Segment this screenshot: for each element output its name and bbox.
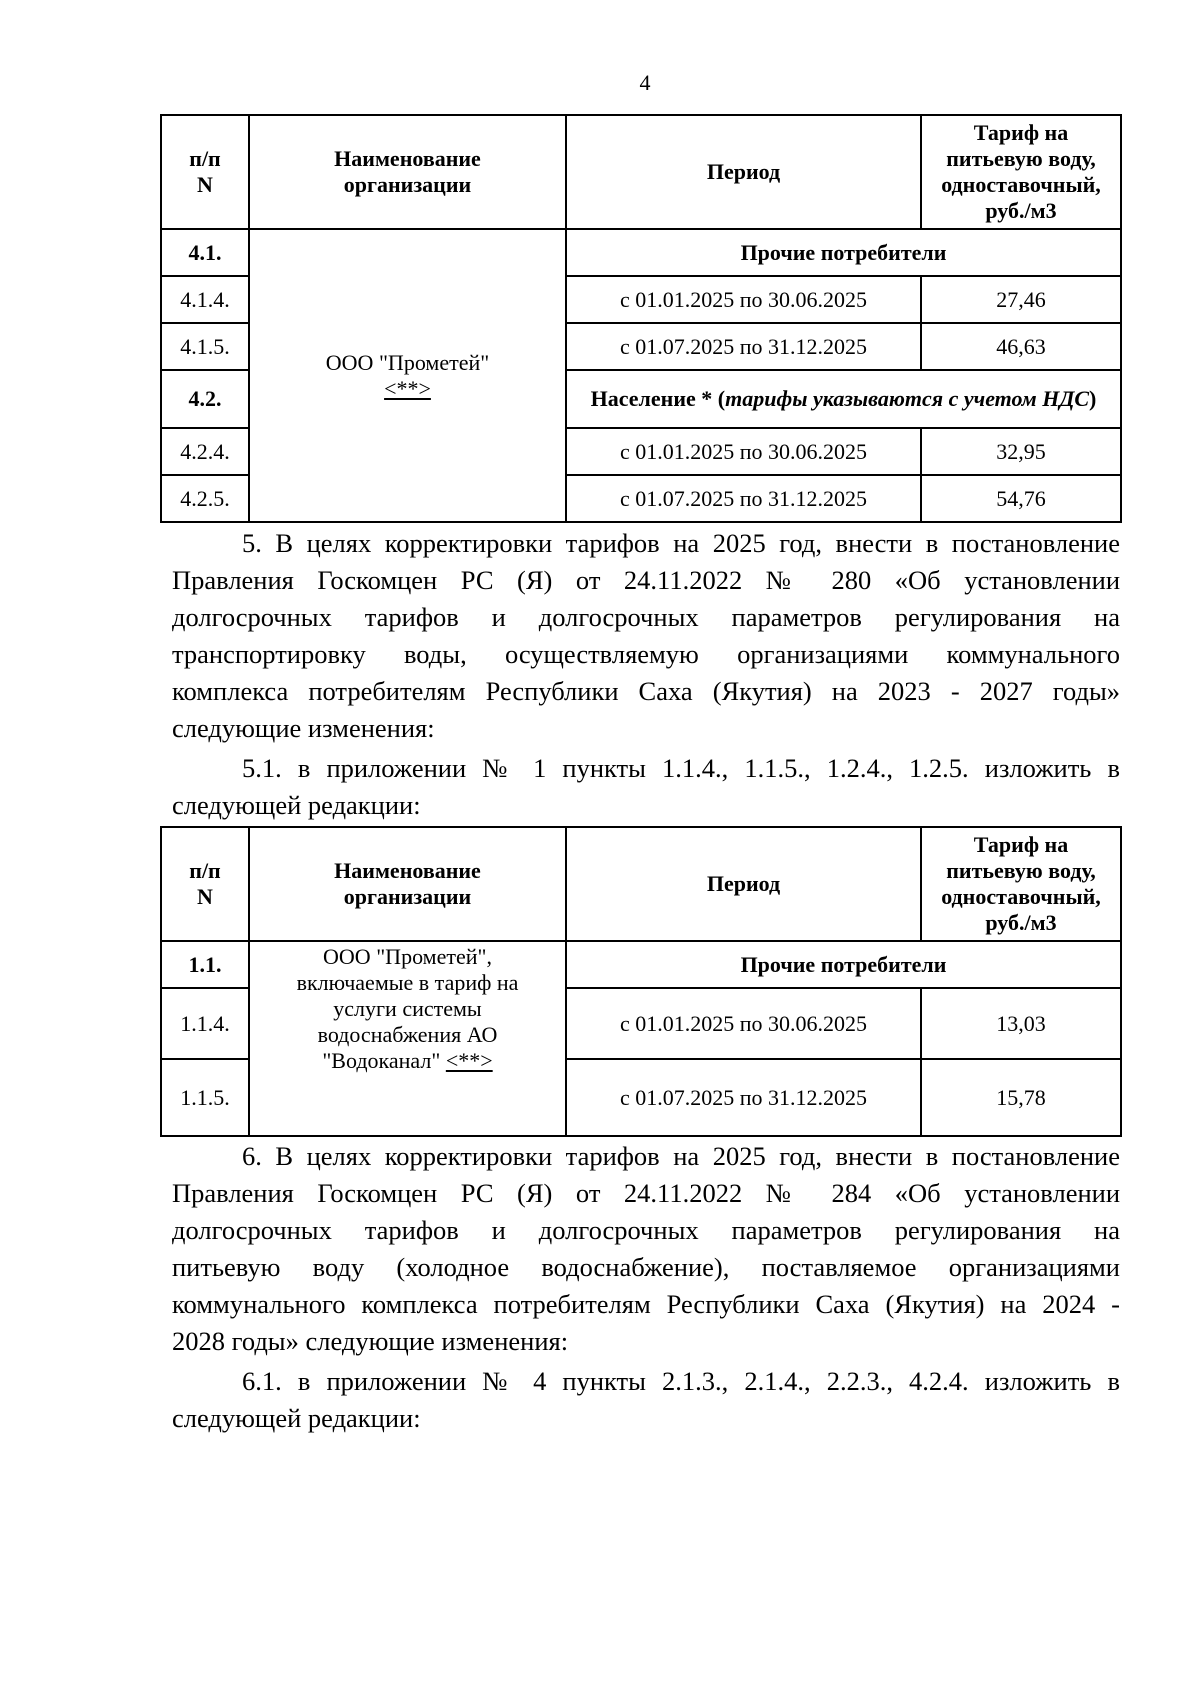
- section-label: Прочие потребители: [566, 941, 1121, 988]
- header-tariff: Тариф на питьевую воду, одноставочный, руб./м3: [921, 827, 1121, 941]
- header-period: Период: [566, 827, 921, 941]
- paragraph-5-1: [172, 750, 1120, 824]
- paragraph-line: 6. В целях корректировки тарифов на 2025 год, внести в постановление: [242, 1141, 1120, 1171]
- row-value: 15,78: [921, 1059, 1121, 1136]
- org-name: ООО "Прометей", включаемые в тариф на услуги системы водоснабжения АО "Водоканал": [296, 944, 519, 1073]
- table-header-row: [161, 115, 1121, 229]
- section-num: 1.1.: [161, 941, 249, 988]
- section-label-start: Население * (: [590, 386, 726, 411]
- row-value: 27,46: [921, 276, 1121, 323]
- paragraph-line: комплекса потребителям Республики Саха (Якутия) на 2023 - 2027 годы»: [172, 676, 1120, 706]
- row-num: 4.1.4.: [161, 276, 249, 323]
- header-period: Период: [566, 115, 921, 229]
- section-label-italic: тарифы указываются с учетом НДС: [725, 386, 1090, 411]
- section-label-end: ): [1089, 386, 1097, 411]
- header-org: Наименование организации: [249, 115, 566, 229]
- header-org: Наименование организации: [249, 827, 566, 941]
- paragraph-6: [172, 1138, 1120, 1360]
- row-num: 4.2.5.: [161, 475, 249, 522]
- paragraph-line: долгосрочных тарифов и долгосрочных параметров регулирования на: [172, 1215, 1120, 1245]
- row-value: 46,63: [921, 323, 1121, 370]
- row-num: 1.1.4.: [161, 988, 249, 1059]
- paragraph-line: питьевую воду (холодное водоснабжение), поставляемое организациями: [172, 1252, 1120, 1282]
- paragraph-line: Правления Госкомцен РС (Я) от 24.11.2022 № 284 «Об установлении: [172, 1178, 1120, 1208]
- tariff-table-1: [160, 114, 1122, 523]
- row-value: 32,95: [921, 428, 1121, 475]
- paragraph-line: долгосрочных тарифов и долгосрочных параметров регулирования на: [172, 602, 1120, 632]
- paragraph-line: 2028 годы» следующие изменения:: [172, 1326, 569, 1356]
- paragraph-line: Правления Госкомцен РС (Я) от 24.11.2022 № 280 «Об установлении: [172, 565, 1120, 595]
- section-row: [161, 941, 1121, 988]
- section-label: Прочие потребители: [566, 229, 1121, 276]
- paragraph-line: транспортировку воды, осуществляемую организациями коммунального: [172, 639, 1120, 669]
- section-label: [566, 370, 1121, 428]
- header-num: п/п N: [161, 827, 249, 941]
- row-period: с 01.01.2025 по 30.06.2025: [566, 428, 921, 475]
- table-header-row: [161, 827, 1121, 941]
- org-cell: [249, 229, 566, 522]
- row-period: с 01.01.2025 по 30.06.2025: [566, 276, 921, 323]
- row-value: 54,76: [921, 475, 1121, 522]
- paragraph-line: 6.1. в приложении № 4 пункты 2.1.3., 2.1.4., 2.2.3., 4.2.4. изложить в: [242, 1366, 1120, 1396]
- row-period: с 01.07.2025 по 31.12.2025: [566, 475, 921, 522]
- row-num: 4.1.5.: [161, 323, 249, 370]
- row-value: 13,03: [921, 988, 1121, 1059]
- org-footnote-ref: <**>: [384, 375, 431, 401]
- header-tariff: Тариф на питьевую воду, одноставочный, руб./м3: [921, 115, 1121, 229]
- org-footnote-ref: <**>: [445, 1048, 493, 1073]
- tariff-table-2: [160, 826, 1122, 1137]
- header-num: п/п N: [161, 115, 249, 229]
- section-num: 4.2.: [161, 370, 249, 428]
- paragraph-line: 5.1. в приложении № 1 пункты 1.1.4., 1.1.5., 1.2.4., 1.2.5. изложить в: [242, 753, 1120, 783]
- org-name: ООО "Прометей": [325, 349, 490, 375]
- section-row: [161, 229, 1121, 276]
- paragraph-line: коммунального комплекса потребителям Республики Саха (Якутия) на 2024 -: [172, 1289, 1120, 1319]
- page-number: 4: [639, 70, 651, 95]
- paragraph-5: [172, 525, 1120, 747]
- row-period: с 01.07.2025 по 31.12.2025: [566, 1059, 921, 1136]
- row-period: с 01.01.2025 по 30.06.2025: [566, 988, 921, 1059]
- paragraph-line: следующей редакции:: [172, 1403, 421, 1433]
- paragraph-6-1: [172, 1363, 1120, 1437]
- paragraph-line: 5. В целях корректировки тарифов на 2025 год, внести в постановление: [242, 528, 1120, 558]
- row-num: 4.2.4.: [161, 428, 249, 475]
- org-cell: [249, 941, 566, 1136]
- section-num: 4.1.: [161, 229, 249, 276]
- paragraph-line: следующие изменения:: [172, 713, 435, 743]
- row-period: с 01.07.2025 по 31.12.2025: [566, 323, 921, 370]
- row-num: 1.1.5.: [161, 1059, 249, 1136]
- paragraph-line: следующей редакции:: [172, 790, 421, 820]
